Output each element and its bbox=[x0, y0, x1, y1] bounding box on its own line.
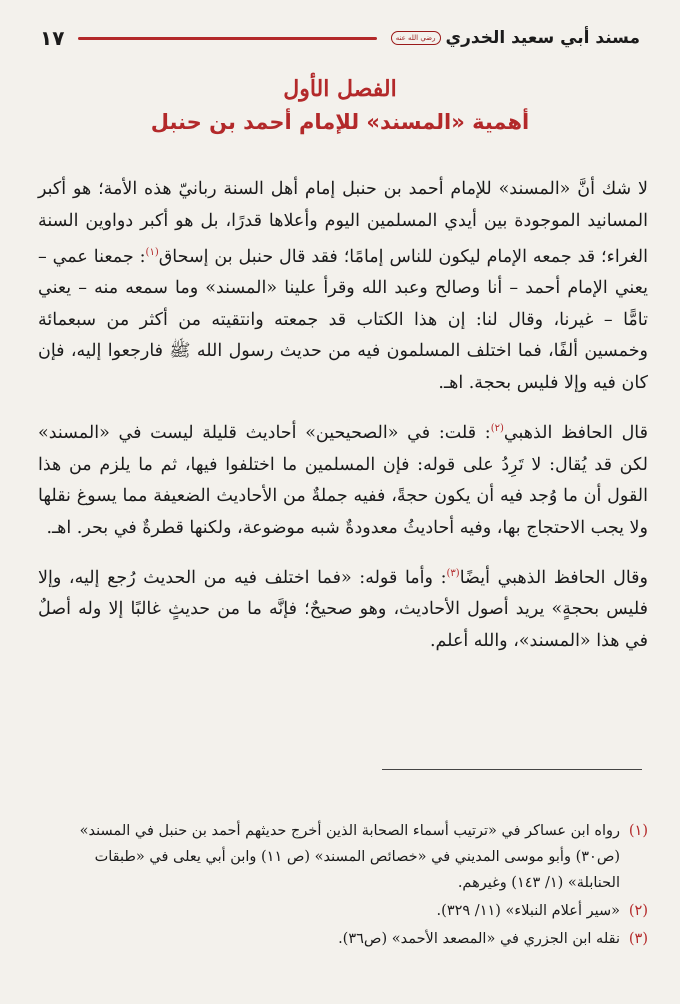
footnote-text: نقله ابن الجزري في «المصعد الأحمد» (ص٣٦). bbox=[338, 931, 620, 947]
footnote-item bbox=[38, 898, 648, 924]
honorific-seal: رضي الله عنه bbox=[391, 31, 441, 45]
paragraph-text: وقال الحافظ الذهبي أيضًا bbox=[459, 567, 648, 588]
footnotes bbox=[38, 818, 648, 954]
paragraph-text: لا شك أنَّ «المسند» للإمام أحمد بن حنبل إمام أهل السنة ربانيّ هذه الأمة؛ هو أكبر المسانيد الموجودة بين أيدي المسلمين اليوم وأعلاها قدرًا، بل هو أكبر دواوين السنة الغراء؛ قد جمعه الإمام ليكون للناس إمامًا؛ فقد قال حنبل بن إسحاق bbox=[38, 179, 648, 267]
footnote-item bbox=[38, 926, 648, 952]
paragraph-3 bbox=[38, 558, 648, 657]
main-text bbox=[38, 174, 648, 663]
paragraph-text: : قلت: في «الصحيحين» أحاديث قليلة ليست في «المسند» لكن قد يُقال: لا تَرِدُ على قوله: فإن المسلمين ما اختلفوا فيها، ثم ما يلزم من هذا القول أن ما وُجد فيه أن يكون حجةً، ففيه جملةٌ من الأحاديث الضعيفة مما يسوغ نقلها ولا يجب الاحتجاج بها، وفيه أحاديثُ معدودةٌ شبه موضوعة، ولكنها قطرةٌ في بحر. اهـ. bbox=[38, 423, 648, 538]
paragraph-text: : وأما قوله: «فما اختلف فيه من الحديث رُجع إليه، وإلا فليس بحجةٍ» يريد أصول الأحاديث، وهو صحيحٌ؛ فإنَّه ما من حديثٍ غالبًا إلا وله أصلٌ في هذا «المسند»، والله أعلم. bbox=[38, 567, 648, 651]
footnote-divider bbox=[382, 769, 642, 770]
chapter-title: أهمية «المسند» للإمام أحمد بن حنبل bbox=[150, 110, 530, 134]
footnote-text: رواه ابن عساكر في «ترتيب أسماء الصحابة الذين أخرج حديثهم أحمد بن حنبل في المسند» (ص٣٠) وأبو موسى المديني في «خصائص المسند» (ص ١١) وابن أبي يعلى في «طبقات الحنابلة» (١/ ١٤٣) وغيرهم. bbox=[79, 823, 620, 891]
footnote-number: (١) bbox=[628, 823, 648, 839]
footnote-reference: (٢) bbox=[490, 423, 504, 435]
book-title: مسند أبي سعيد الخدري bbox=[445, 28, 640, 48]
paragraph-text: قال الحافظ الذهبي bbox=[503, 423, 648, 444]
page-number: ١٧ bbox=[40, 26, 65, 50]
running-header bbox=[40, 22, 640, 54]
footnote-number: (٢) bbox=[628, 903, 648, 919]
paragraph-1 bbox=[38, 174, 648, 399]
footnote-reference: (١) bbox=[145, 247, 159, 258]
chapter-label: الفصل الأول bbox=[283, 76, 397, 102]
footnote-number: (٣) bbox=[628, 931, 648, 947]
footnote-reference: (٣) bbox=[446, 568, 460, 580]
footnote-text: «سير أعلام النبلاء» (١١/ ٣٢٩). bbox=[436, 903, 620, 919]
paragraph-2 bbox=[38, 413, 648, 544]
header-rule bbox=[78, 37, 376, 40]
paragraph-text: : جمعنا عمي – يعني الإمام أحمد – أنا وصالح وعبد الله وقرأ علينا «المسند» وما سمعه منه – يعني تامًّا – غيرنا، وقال لنا: إن هذا الكتاب قد جمعته وانتقيته من أكثر من سبعمائة وخمسين ألفًا، فما اختلف المسلمون فيه من حديث رسول الله ﷺ فارجعوا إليه، فإن كان فيه وإلا فليس بحجة. اهـ. bbox=[38, 246, 648, 393]
footnote-item bbox=[38, 818, 648, 896]
